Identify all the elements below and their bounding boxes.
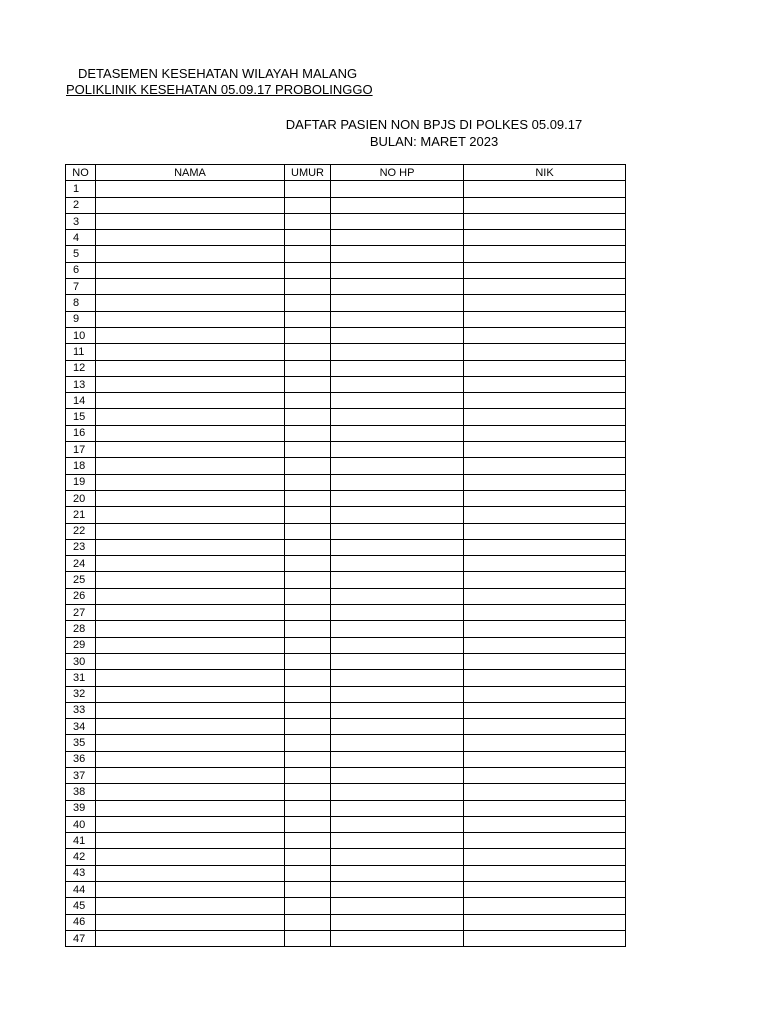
- patient-table-body: [66, 181, 626, 947]
- nik-cell: [464, 588, 626, 604]
- nik-cell: [464, 735, 626, 751]
- umur-cell: [285, 507, 331, 523]
- row-number-cell: 47: [66, 930, 96, 946]
- no-hp-cell: [331, 653, 464, 669]
- nik-cell: [464, 637, 626, 653]
- row-number-cell: 6: [66, 262, 96, 278]
- no-hp-cell: [331, 458, 464, 474]
- nama-cell: [96, 458, 285, 474]
- no-hp-cell: [331, 311, 464, 327]
- nik-cell: [464, 425, 626, 441]
- umur-cell: [285, 637, 331, 653]
- umur-cell: [285, 930, 331, 946]
- table-row: [66, 393, 626, 409]
- table-row: [66, 800, 626, 816]
- clinic-name: POLIKLINIK KESEHATAN 05.09.17 PROBOLINGGO: [66, 82, 373, 97]
- umur-cell: [285, 882, 331, 898]
- umur-cell: [285, 376, 331, 392]
- table-row: [66, 295, 626, 311]
- row-number-cell: 38: [66, 784, 96, 800]
- table-row: [66, 653, 626, 669]
- umur-cell: [285, 914, 331, 930]
- umur-cell: [285, 181, 331, 197]
- row-number-cell: 9: [66, 311, 96, 327]
- table-row: [66, 914, 626, 930]
- umur-cell: [285, 246, 331, 262]
- no-hp-cell: [331, 344, 464, 360]
- nik-cell: [464, 865, 626, 881]
- nama-cell: [96, 409, 285, 425]
- no-hp-cell: [331, 425, 464, 441]
- nik-cell: [464, 490, 626, 506]
- column-header-umur: UMUR: [285, 165, 331, 181]
- nik-cell: [464, 246, 626, 262]
- no-hp-cell: [331, 800, 464, 816]
- no-hp-cell: [331, 181, 464, 197]
- nama-cell: [96, 327, 285, 343]
- umur-cell: [285, 588, 331, 604]
- table-row: [66, 719, 626, 735]
- table-row: [66, 213, 626, 229]
- table-row: [66, 865, 626, 881]
- row-number-cell: 4: [66, 230, 96, 246]
- row-number-cell: 43: [66, 865, 96, 881]
- nik-cell: [464, 849, 626, 865]
- nama-cell: [96, 865, 285, 881]
- row-number-cell: 39: [66, 800, 96, 816]
- nik-cell: [464, 279, 626, 295]
- no-hp-cell: [331, 735, 464, 751]
- table-row: [66, 686, 626, 702]
- nama-cell: [96, 800, 285, 816]
- table-row: [66, 849, 626, 865]
- table-row: [66, 425, 626, 441]
- nik-cell: [464, 784, 626, 800]
- nama-cell: [96, 882, 285, 898]
- no-hp-cell: [331, 719, 464, 735]
- nik-cell: [464, 360, 626, 376]
- table-row: [66, 556, 626, 572]
- no-hp-cell: [331, 637, 464, 653]
- table-row: [66, 507, 626, 523]
- nama-cell: [96, 507, 285, 523]
- table-row: [66, 637, 626, 653]
- nik-cell: [464, 816, 626, 832]
- row-number-cell: 20: [66, 490, 96, 506]
- table-row: [66, 327, 626, 343]
- table-row: [66, 833, 626, 849]
- nik-cell: [464, 262, 626, 278]
- nama-cell: [96, 295, 285, 311]
- nik-cell: [464, 670, 626, 686]
- table-row: [66, 181, 626, 197]
- row-number-cell: 13: [66, 376, 96, 392]
- no-hp-cell: [331, 816, 464, 832]
- nik-cell: [464, 507, 626, 523]
- table-row: [66, 898, 626, 914]
- nama-cell: [96, 311, 285, 327]
- table-row: [66, 230, 626, 246]
- row-number-cell: 29: [66, 637, 96, 653]
- nama-cell: [96, 767, 285, 783]
- row-number-cell: 27: [66, 605, 96, 621]
- umur-cell: [285, 409, 331, 425]
- row-number-cell: 42: [66, 849, 96, 865]
- umur-cell: [285, 849, 331, 865]
- umur-cell: [285, 197, 331, 213]
- umur-cell: [285, 311, 331, 327]
- nama-cell: [96, 539, 285, 555]
- nik-cell: [464, 556, 626, 572]
- no-hp-cell: [331, 686, 464, 702]
- nik-cell: [464, 295, 626, 311]
- no-hp-cell: [331, 588, 464, 604]
- row-number-cell: 41: [66, 833, 96, 849]
- nama-cell: [96, 751, 285, 767]
- document-period: BULAN: MARET 2023: [369, 134, 499, 149]
- row-number-cell: 35: [66, 735, 96, 751]
- table-row: [66, 784, 626, 800]
- row-number-cell: 36: [66, 751, 96, 767]
- nama-cell: [96, 442, 285, 458]
- nama-cell: [96, 376, 285, 392]
- table-row: [66, 588, 626, 604]
- table-row: [66, 882, 626, 898]
- row-number-cell: 26: [66, 588, 96, 604]
- no-hp-cell: [331, 393, 464, 409]
- row-number-cell: 18: [66, 458, 96, 474]
- nama-cell: [96, 702, 285, 718]
- nik-cell: [464, 344, 626, 360]
- no-hp-cell: [331, 360, 464, 376]
- no-hp-cell: [331, 376, 464, 392]
- nama-cell: [96, 849, 285, 865]
- no-hp-cell: [331, 262, 464, 278]
- row-number-cell: 46: [66, 914, 96, 930]
- nama-cell: [96, 523, 285, 539]
- nama-cell: [96, 605, 285, 621]
- nik-cell: [464, 800, 626, 816]
- no-hp-cell: [331, 882, 464, 898]
- nik-cell: [464, 230, 626, 246]
- table-row: [66, 344, 626, 360]
- nama-cell: [96, 262, 285, 278]
- nik-cell: [464, 702, 626, 718]
- row-number-cell: 5: [66, 246, 96, 262]
- nama-cell: [96, 637, 285, 653]
- nik-cell: [464, 181, 626, 197]
- table-row: [66, 474, 626, 490]
- row-number-cell: 33: [66, 702, 96, 718]
- table-row: [66, 523, 626, 539]
- nik-cell: [464, 833, 626, 849]
- no-hp-cell: [331, 914, 464, 930]
- table-row: [66, 539, 626, 555]
- column-header-no-hp: NO HP: [331, 165, 464, 181]
- umur-cell: [285, 327, 331, 343]
- no-hp-cell: [331, 751, 464, 767]
- nama-cell: [96, 230, 285, 246]
- column-header-nik: NIK: [464, 165, 626, 181]
- row-number-cell: 44: [66, 882, 96, 898]
- nama-cell: [96, 474, 285, 490]
- row-number-cell: 11: [66, 344, 96, 360]
- row-number-cell: 2: [66, 197, 96, 213]
- row-number-cell: 14: [66, 393, 96, 409]
- column-header-nama: NAMA: [96, 165, 285, 181]
- nama-cell: [96, 425, 285, 441]
- no-hp-cell: [331, 621, 464, 637]
- table-row: [66, 246, 626, 262]
- row-number-cell: 1: [66, 181, 96, 197]
- umur-cell: [285, 262, 331, 278]
- umur-cell: [285, 344, 331, 360]
- umur-cell: [285, 670, 331, 686]
- table-row: [66, 751, 626, 767]
- row-number-cell: 17: [66, 442, 96, 458]
- no-hp-cell: [331, 327, 464, 343]
- nik-cell: [464, 767, 626, 783]
- umur-cell: [285, 523, 331, 539]
- no-hp-cell: [331, 213, 464, 229]
- nama-cell: [96, 784, 285, 800]
- no-hp-cell: [331, 279, 464, 295]
- nama-cell: [96, 197, 285, 213]
- nik-cell: [464, 751, 626, 767]
- nama-cell: [96, 898, 285, 914]
- table-row: [66, 442, 626, 458]
- nik-cell: [464, 898, 626, 914]
- nama-cell: [96, 279, 285, 295]
- table-row: [66, 490, 626, 506]
- no-hp-cell: [331, 670, 464, 686]
- no-hp-cell: [331, 490, 464, 506]
- row-number-cell: 24: [66, 556, 96, 572]
- row-number-cell: 15: [66, 409, 96, 425]
- row-number-cell: 7: [66, 279, 96, 295]
- table-row: [66, 262, 626, 278]
- nama-cell: [96, 572, 285, 588]
- row-number-cell: 37: [66, 767, 96, 783]
- umur-cell: [285, 751, 331, 767]
- row-number-cell: 45: [66, 898, 96, 914]
- umur-cell: [285, 539, 331, 555]
- table-row: [66, 735, 626, 751]
- umur-cell: [285, 898, 331, 914]
- table-row: [66, 605, 626, 621]
- organization-name: DETASEMEN KESEHATAN WILAYAH MALANG: [78, 66, 358, 81]
- row-number-cell: 3: [66, 213, 96, 229]
- no-hp-cell: [331, 849, 464, 865]
- umur-cell: [285, 784, 331, 800]
- no-hp-cell: [331, 197, 464, 213]
- nama-cell: [96, 930, 285, 946]
- table-row: [66, 930, 626, 946]
- no-hp-cell: [331, 409, 464, 425]
- row-number-cell: 21: [66, 507, 96, 523]
- row-number-cell: 25: [66, 572, 96, 588]
- umur-cell: [285, 653, 331, 669]
- row-number-cell: 10: [66, 327, 96, 343]
- umur-cell: [285, 686, 331, 702]
- umur-cell: [285, 816, 331, 832]
- row-number-cell: 28: [66, 621, 96, 637]
- nik-cell: [464, 572, 626, 588]
- nama-cell: [96, 588, 285, 604]
- row-number-cell: 16: [66, 425, 96, 441]
- nik-cell: [464, 197, 626, 213]
- nik-cell: [464, 458, 626, 474]
- nik-cell: [464, 523, 626, 539]
- no-hp-cell: [331, 784, 464, 800]
- nik-cell: [464, 653, 626, 669]
- nama-cell: [96, 360, 285, 376]
- column-header-no: NO: [66, 165, 96, 181]
- umur-cell: [285, 865, 331, 881]
- nik-cell: [464, 882, 626, 898]
- no-hp-cell: [331, 865, 464, 881]
- umur-cell: [285, 295, 331, 311]
- umur-cell: [285, 458, 331, 474]
- nik-cell: [464, 409, 626, 425]
- nik-cell: [464, 914, 626, 930]
- row-number-cell: 34: [66, 719, 96, 735]
- nama-cell: [96, 719, 285, 735]
- nik-cell: [464, 539, 626, 555]
- no-hp-cell: [331, 507, 464, 523]
- nik-cell: [464, 393, 626, 409]
- table-row: [66, 767, 626, 783]
- no-hp-cell: [331, 898, 464, 914]
- nama-cell: [96, 833, 285, 849]
- table-row: [66, 197, 626, 213]
- umur-cell: [285, 230, 331, 246]
- umur-cell: [285, 767, 331, 783]
- nama-cell: [96, 686, 285, 702]
- no-hp-cell: [331, 702, 464, 718]
- nama-cell: [96, 393, 285, 409]
- umur-cell: [285, 605, 331, 621]
- table-row: [66, 458, 626, 474]
- umur-cell: [285, 213, 331, 229]
- no-hp-cell: [331, 605, 464, 621]
- nama-cell: [96, 246, 285, 262]
- nik-cell: [464, 605, 626, 621]
- nik-cell: [464, 719, 626, 735]
- nama-cell: [96, 621, 285, 637]
- nama-cell: [96, 914, 285, 930]
- table-row: [66, 376, 626, 392]
- row-number-cell: 30: [66, 653, 96, 669]
- nama-cell: [96, 344, 285, 360]
- table-row: [66, 702, 626, 718]
- no-hp-cell: [331, 930, 464, 946]
- table-row: [66, 572, 626, 588]
- table-row: [66, 621, 626, 637]
- umur-cell: [285, 719, 331, 735]
- umur-cell: [285, 425, 331, 441]
- umur-cell: [285, 702, 331, 718]
- umur-cell: [285, 621, 331, 637]
- no-hp-cell: [331, 230, 464, 246]
- umur-cell: [285, 490, 331, 506]
- nama-cell: [96, 490, 285, 506]
- row-number-cell: 22: [66, 523, 96, 539]
- row-number-cell: 40: [66, 816, 96, 832]
- nik-cell: [464, 376, 626, 392]
- no-hp-cell: [331, 767, 464, 783]
- document-title-block: [250, 116, 618, 150]
- nama-cell: [96, 556, 285, 572]
- no-hp-cell: [331, 556, 464, 572]
- document-title: DAFTAR PASIEN NON BPJS DI POLKES 05.09.17: [285, 117, 583, 132]
- no-hp-cell: [331, 474, 464, 490]
- no-hp-cell: [331, 442, 464, 458]
- row-number-cell: 8: [66, 295, 96, 311]
- table-row: [66, 360, 626, 376]
- row-number-cell: 32: [66, 686, 96, 702]
- nama-cell: [96, 735, 285, 751]
- umur-cell: [285, 833, 331, 849]
- nik-cell: [464, 621, 626, 637]
- umur-cell: [285, 442, 331, 458]
- umur-cell: [285, 279, 331, 295]
- umur-cell: [285, 572, 331, 588]
- table-row: [66, 409, 626, 425]
- nama-cell: [96, 670, 285, 686]
- nik-cell: [464, 213, 626, 229]
- patient-table: [65, 164, 626, 947]
- row-number-cell: 23: [66, 539, 96, 555]
- table-header-row: [66, 165, 626, 181]
- nama-cell: [96, 213, 285, 229]
- row-number-cell: 19: [66, 474, 96, 490]
- nik-cell: [464, 930, 626, 946]
- no-hp-cell: [331, 833, 464, 849]
- nama-cell: [96, 653, 285, 669]
- umur-cell: [285, 800, 331, 816]
- row-number-cell: 31: [66, 670, 96, 686]
- table-row: [66, 816, 626, 832]
- no-hp-cell: [331, 246, 464, 262]
- no-hp-cell: [331, 539, 464, 555]
- umur-cell: [285, 393, 331, 409]
- nik-cell: [464, 442, 626, 458]
- umur-cell: [285, 735, 331, 751]
- nik-cell: [464, 474, 626, 490]
- row-number-cell: 12: [66, 360, 96, 376]
- no-hp-cell: [331, 572, 464, 588]
- umur-cell: [285, 360, 331, 376]
- nik-cell: [464, 311, 626, 327]
- no-hp-cell: [331, 523, 464, 539]
- table-row: [66, 670, 626, 686]
- table-row: [66, 311, 626, 327]
- umur-cell: [285, 556, 331, 572]
- nama-cell: [96, 181, 285, 197]
- nik-cell: [464, 686, 626, 702]
- table-row: [66, 279, 626, 295]
- no-hp-cell: [331, 295, 464, 311]
- nik-cell: [464, 327, 626, 343]
- umur-cell: [285, 474, 331, 490]
- nama-cell: [96, 816, 285, 832]
